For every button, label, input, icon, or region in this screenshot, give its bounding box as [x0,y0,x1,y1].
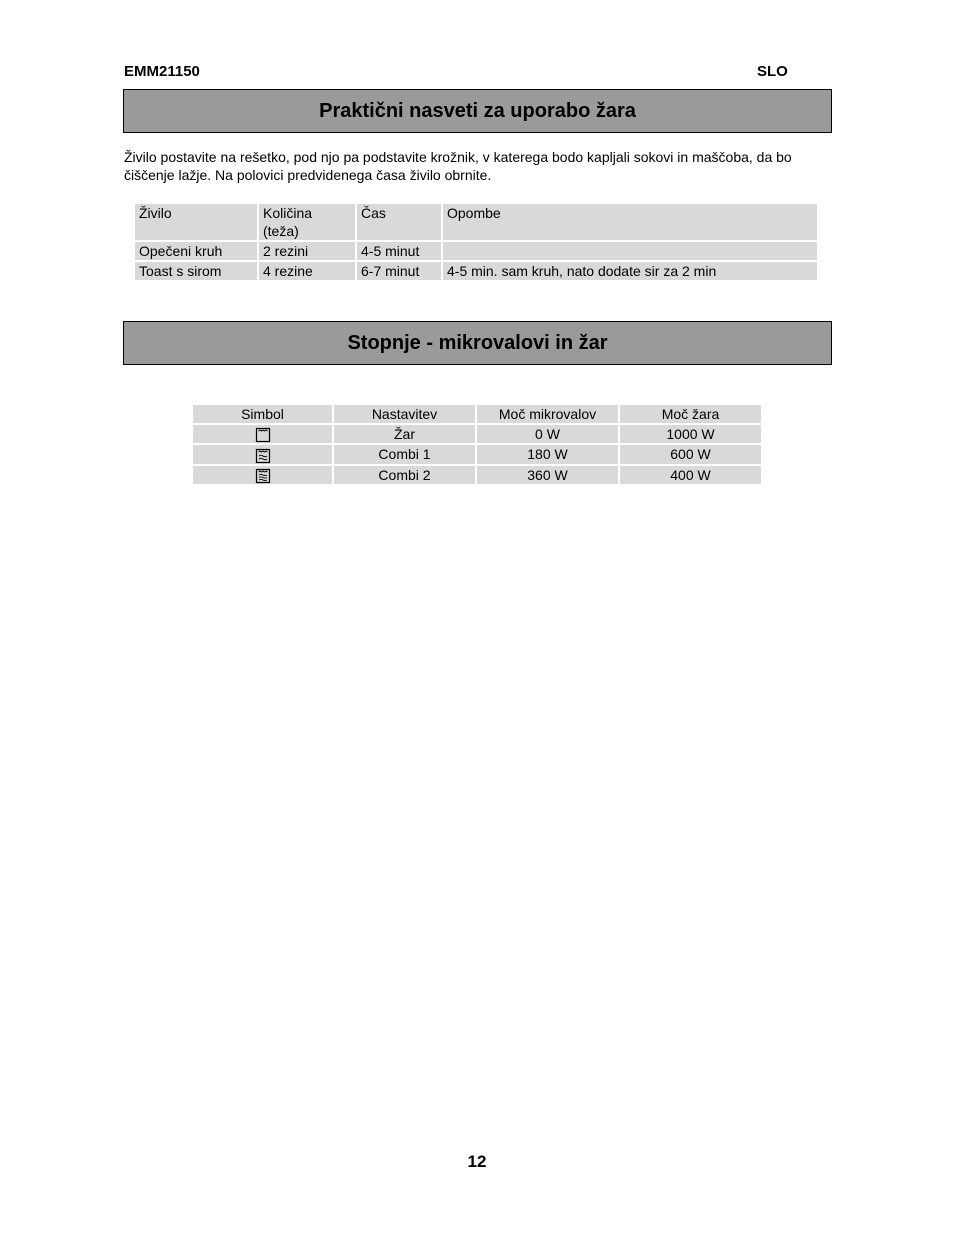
cell-notes [443,242,817,260]
header-weight-line: (teža) [263,223,299,239]
table-header-row [193,405,761,423]
cell-quantity: 2 rezini [259,242,355,260]
cell-setting: Žar [334,425,475,443]
table-row [135,262,817,280]
cell-time: 6-7 minut [357,262,441,280]
header-cell-symbol: Simbol [193,405,332,423]
cell-quantity: 4 rezine [259,262,355,280]
header-cell-quantity [259,204,355,240]
cell-setting: Combi 2 [334,466,475,484]
cell-grill-power: 600 W [620,445,761,463]
header-cell-food: Živilo [135,204,257,240]
header-cell-grill-power: Moč žara [620,405,761,423]
power-levels-table [191,403,763,486]
cell-symbol [193,466,332,484]
cell-food: Toast s sirom [135,262,257,280]
table-row [193,425,761,443]
section-title-power-levels: Stopnje - mikrovalovi in žar [123,321,832,365]
cell-time: 4-5 minut [357,242,441,260]
cell-symbol [193,425,332,443]
intro-line: Živilo postavite na rešetko, pod njo pa podstavite krožnik, v katerega bodo kapljali sokovi in maščoba, da bo [124,149,792,165]
table-row [193,445,761,463]
cell-microwave-power: 180 W [477,445,618,463]
intro-line: čiščenje lažje. Na polovici predvidenega časa živilo obrnite. [124,167,492,183]
intro-paragraph [124,148,836,184]
page-number: 12 [467,1152,487,1171]
header-cell-setting: Nastavitev [334,405,475,423]
cell-microwave-power: 0 W [477,425,618,443]
language-code: SLO [757,63,788,80]
header-cell-microwave-power: Moč mikrovalov [477,405,618,423]
table-row [135,242,817,260]
cell-food: Opečeni kruh [135,242,257,260]
table-row [193,466,761,484]
section-title-grill-tips: Praktični nasveti za uporabo žara [123,89,832,133]
combi2-icon [255,468,271,484]
header-quantity-line: Količina [263,205,313,221]
header-cell-time: Čas [357,204,441,240]
table-header-row [135,204,817,240]
header-cell-notes: Opombe [443,204,817,240]
cell-symbol [193,445,332,463]
combi1-icon [255,448,271,464]
grill-tips-table [133,202,819,282]
model-number: EMM21150 [124,63,200,80]
cell-notes: 4-5 min. sam kruh, nato dodate sir za 2 min [443,262,817,280]
cell-microwave-power: 360 W [477,466,618,484]
cell-setting: Combi 1 [334,445,475,463]
cell-grill-power: 1000 W [620,425,761,443]
grill-icon [255,427,271,443]
cell-grill-power: 400 W [620,466,761,484]
